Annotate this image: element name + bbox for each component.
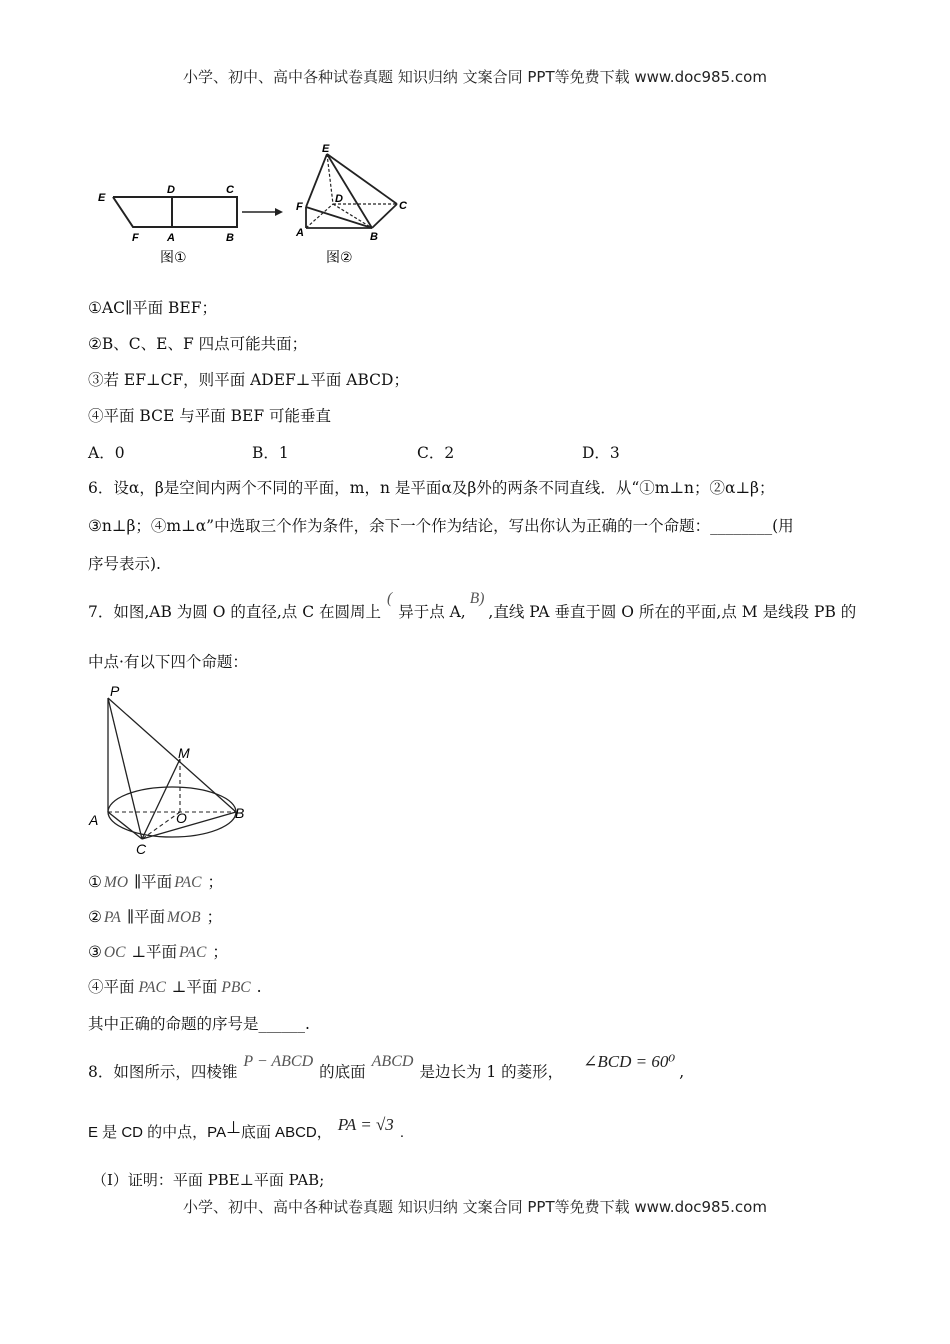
q7-p3-n: PAC bbox=[179, 944, 207, 961]
q7-proposition-1 bbox=[88, 872, 223, 893]
q8-text-f: 底面 ABCD， bbox=[240, 1124, 332, 1141]
page-footer: 小学、初中、高中各种试卷真题 知识归纳 文案合同 PPT等免费下载 www.doc985.com bbox=[183, 1198, 767, 1216]
q5-statement-4: ④平面 BCE 与平面 BEF 可能垂直 bbox=[88, 407, 332, 425]
q8-text-e: E 是 CD 的中点，PA bbox=[88, 1124, 227, 1141]
fig2-edge-bc bbox=[372, 204, 397, 228]
q5-option-c: C．2 bbox=[417, 444, 455, 462]
q6-line-3: 序号表示). bbox=[88, 555, 161, 573]
q8-perp: ⊥ bbox=[226, 1118, 241, 1137]
q8-math-pa: PA = √3 bbox=[337, 1115, 394, 1134]
q8-text-b: 的底面 bbox=[319, 1063, 366, 1081]
q7-p1-num: ① bbox=[88, 873, 102, 891]
fig2-edge-eb bbox=[327, 154, 372, 228]
q8-line-2 bbox=[88, 1115, 404, 1143]
fig1-outline bbox=[113, 197, 237, 227]
q7-p2-n: MOB bbox=[167, 909, 201, 926]
q7-p4-num: ④平面 bbox=[88, 978, 135, 996]
fig2-caption: 图② bbox=[326, 249, 353, 265]
fig2-label-f: F bbox=[296, 201, 303, 213]
q5-statement-2: ②B、C、E、F 四点可能共面； bbox=[88, 335, 308, 353]
edge-pc bbox=[108, 698, 142, 839]
q7-p3-num: ③ bbox=[88, 943, 102, 961]
q7-p4-m: PAC bbox=[138, 979, 166, 996]
cone-label-o: O bbox=[176, 810, 187, 826]
cone-label-b: B bbox=[235, 805, 245, 821]
fig1-label-a: A bbox=[167, 232, 175, 244]
q7-text-c: ,直线 PA 垂直于圆 O 所在的平面,点 M 是线段 PB 的 bbox=[488, 603, 857, 621]
q7-line-2: 中点·有以下四个命题： bbox=[88, 653, 248, 671]
q5-option-a: A．0 bbox=[88, 444, 125, 462]
fig1-label-b: B bbox=[226, 232, 234, 244]
q8-text-g: . bbox=[399, 1124, 404, 1141]
q7-p3-c: ； bbox=[212, 943, 228, 961]
q8-math-abcd: ABCD bbox=[371, 1053, 414, 1070]
cone-label-p: P bbox=[110, 683, 120, 699]
q7-p2-b: ∥平面 bbox=[126, 908, 166, 926]
fig1-label-d: D bbox=[167, 184, 175, 196]
q8-line-1 bbox=[88, 1052, 685, 1083]
fig1-label-c: C bbox=[226, 184, 234, 196]
fig2-label-b: B bbox=[370, 231, 378, 243]
fig2-label-d: D bbox=[335, 193, 343, 205]
fig2-edge-ef bbox=[306, 154, 327, 207]
q7-p3-m: OC bbox=[103, 944, 126, 961]
q8-math-angle: ∠BCD = 60⁰ bbox=[583, 1052, 676, 1071]
q8-text-c: 是边长为 1 的菱形， bbox=[419, 1063, 564, 1081]
q7-p4-n: PBC bbox=[221, 979, 251, 996]
fig2-label-a: A bbox=[296, 227, 304, 239]
fig1-label-f: F bbox=[132, 232, 139, 244]
cone-label-m: M bbox=[178, 745, 190, 761]
q7-proposition-2 bbox=[88, 907, 222, 928]
q7-question: 其中正确的命题的序号是______. bbox=[88, 1015, 310, 1033]
q7-b-paren: B) bbox=[469, 590, 485, 607]
q7-p1-c: ； bbox=[207, 873, 223, 891]
q7-p4-c: . bbox=[256, 978, 262, 996]
cone-label-a: A bbox=[89, 812, 99, 828]
q5-option-b: B．1 bbox=[252, 444, 289, 462]
q7-paren: ( bbox=[387, 590, 393, 607]
q8-text-d: , bbox=[679, 1063, 685, 1081]
q8-text-a: 8．如图所示，四棱锥 bbox=[88, 1063, 238, 1081]
q6-line-1: 6．设α，β是空间内两个不同的平面，m，n 是平面α及β外的两条不同直线．从“①m⊥n；②α⊥β； bbox=[88, 479, 775, 497]
page-header: 小学、初中、高中各种试卷真题 知识归纳 文案合同 PPT等免费下载 www.doc985.com bbox=[183, 68, 767, 86]
q5-option-d: D．3 bbox=[582, 444, 620, 462]
q5-statement-3: ③若 EF⊥CF，则平面 ADEF⊥平面 ABCD； bbox=[88, 371, 409, 389]
q7-p2-c: ； bbox=[206, 908, 223, 926]
edge-bc bbox=[142, 812, 236, 839]
q5-statement-1: ①AC∥平面 BEF； bbox=[88, 299, 217, 317]
q7-p1-m: MO bbox=[103, 874, 129, 891]
q7-p3-b: ⊥平面 bbox=[131, 943, 178, 961]
folding-figure bbox=[90, 140, 420, 270]
q8-part-1: （I）证明：平面 PBE⊥平面 PAB; bbox=[92, 1171, 325, 1189]
q7-proposition-4 bbox=[88, 977, 262, 998]
edge-pb bbox=[108, 698, 236, 812]
q7-p1-n: PAC bbox=[174, 874, 202, 891]
fig2-label-c: C bbox=[399, 200, 407, 212]
fig1-caption: 图① bbox=[160, 249, 187, 265]
q7-p1-b: ∥平面 bbox=[134, 873, 173, 891]
cone-figure bbox=[86, 682, 256, 857]
q7-proposition-3 bbox=[88, 942, 228, 963]
q7-p2-num: ② bbox=[88, 908, 102, 926]
fig2-edge-db bbox=[333, 204, 372, 228]
q7-line-1 bbox=[88, 590, 857, 623]
q7-text-a: 7．如图,AB 为圆 O 的直径,点 C 在圆周上 bbox=[88, 603, 382, 621]
fig1-label-e: E bbox=[98, 192, 106, 204]
q8-math-pabcd: P − ABCD bbox=[243, 1053, 314, 1070]
q7-text-b: 异于点 A, bbox=[398, 603, 466, 621]
fig2-label-e: E bbox=[322, 143, 330, 155]
q7-p4-b: ⊥平面 bbox=[171, 978, 218, 996]
cone-label-c: C bbox=[136, 841, 147, 857]
edge-mc bbox=[142, 759, 180, 839]
q6-line-2: ③n⊥β；④m⊥α”中选取三个作为条件，余下一个作为结论，写出你认为正确的一个命题：________(用 bbox=[88, 517, 794, 535]
q7-p2-m: PA bbox=[103, 909, 121, 926]
arrow-head bbox=[275, 208, 283, 216]
